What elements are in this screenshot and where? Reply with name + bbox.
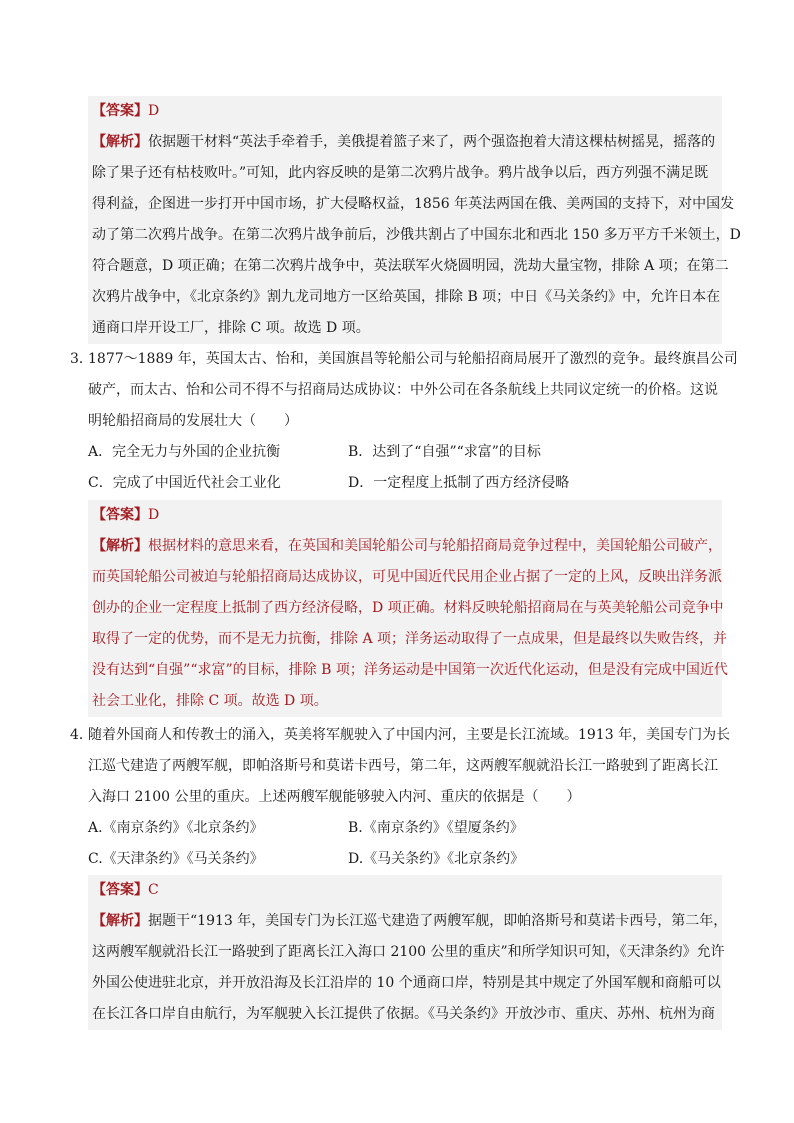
option-a: A.《南京条约》《北京条约》 bbox=[88, 820, 264, 836]
option-a: A．完全无力与外国的企业抗衡 bbox=[88, 444, 281, 460]
q4-answer-block bbox=[88, 875, 728, 1030]
q2-analysis-line bbox=[92, 127, 718, 158]
stem-text: 1877～1889 年，英国太古、怡和，美国旗昌等轮船公司与轮船招商局展开了激烈的竞争。最终旗昌公司 bbox=[88, 351, 738, 367]
analysis-text: 除了果子还有枯枝败叶。”可知，此内容反映的是第二次鸦片战争。鸦片战争以后，西方列强不满足既 bbox=[92, 165, 709, 181]
question-number: 4． bbox=[70, 727, 93, 743]
option-d: D.《马关条约》《北京条约》 bbox=[348, 851, 525, 867]
analysis-text: 外国公使进驻北京，并开放沿海及长江沿岸的 10 个通商口岸，特别是其中规定了外国军舰和商船可以 bbox=[92, 975, 721, 991]
stem-text: 入海口 2100 公里的重庆。上述两艘军舰能够驶入内河、重庆的依据是（ ） bbox=[88, 789, 581, 805]
answer-value: D bbox=[148, 507, 160, 523]
option-c: C.《天津条约》《马关条约》 bbox=[88, 851, 264, 867]
analysis-text: 符合题意，D 项正确；在第二次鸦片战争中，英法联军火烧圆明园，洗劫大量宝物，排除 A 项；在第二 bbox=[92, 258, 729, 274]
answer-tag: 【答案】 bbox=[92, 882, 148, 898]
q4-options bbox=[88, 813, 728, 875]
analysis-text: 据题干“1913 年，美国专门为长江巡弋建造了两艘军舰，即帕洛斯号和莫诺卡西号，第二年， bbox=[148, 913, 728, 929]
analysis-text: 次鸦片战争中，《北京条约》割九龙司地方一区给英国，排除 B 项；中日《马关条约》中，允许日本在 bbox=[92, 289, 721, 305]
analysis-text: 创办的企业一定程度上抵制了西方经济侵略，D 项正确。材料反映轮船招商局在与英美轮船公司竞争中 bbox=[92, 600, 724, 616]
answer-value: C bbox=[148, 882, 159, 898]
analysis-text: 通商口岸开设工厂，排除 C 项。故选 D 项。 bbox=[92, 320, 370, 336]
analysis-text: 动了第二次鸦片战争。在第二次鸦片战争前后，沙俄共割占了中国东北和西北 150 多万平方千米领土，D bbox=[92, 227, 741, 243]
q3-stem bbox=[70, 344, 738, 437]
analysis-text: 在长江各口岸自由航行，为军舰驶入长江提供了依据。《马关条约》开放沙市、重庆、苏州、杭州为商 bbox=[92, 1006, 715, 1022]
analysis-text: 而英国轮船公司被迫与轮船招商局达成协议，可见中国近代民用企业占据了一定的上风，反映出洋务派 bbox=[92, 569, 722, 585]
answer-tag: 【答案】 bbox=[92, 103, 148, 119]
analysis-text: 得利益，企图进一步打开中国市场，扩大侵略权益，1856 年英法两国在俄、美两国的支持下，对中国发 bbox=[92, 196, 735, 212]
answer-tag: 【答案】 bbox=[92, 507, 148, 523]
analysis-text: 根据材料的意思来看，在英国和美国轮船公司与轮船招商局竞争过程中，美国轮船公司破产， bbox=[148, 538, 722, 554]
answer-value: D bbox=[148, 103, 160, 119]
q3-options bbox=[88, 437, 728, 499]
stem-text: 随着外国商人和传教士的涌入，英美将军舰驶入了中国内河，主要是长江流域。1913 年，美国专门为长 bbox=[88, 727, 731, 743]
option-c: C．完成了中国近代社会工业化 bbox=[88, 475, 281, 491]
option-b: B.《南京条约》《望厦条约》 bbox=[348, 820, 524, 836]
option-b: B．达到了“自强”“求富”的目标 bbox=[348, 444, 541, 460]
q2-answer-block bbox=[88, 96, 741, 344]
analysis-text: 没有达到“自强”“求富”的目标，排除 B 项；洋务运动是中国第一次近代化运动，但是没有完成中国近代 bbox=[92, 662, 728, 678]
question-number: 3． bbox=[70, 351, 93, 367]
analysis-text: 社会工业化，排除 C 项。故选 D 项。 bbox=[92, 693, 328, 709]
q4-stem bbox=[70, 720, 730, 813]
q2-answer-line bbox=[92, 96, 718, 127]
analysis-tag: 【解析】 bbox=[92, 913, 148, 929]
analysis-tag: 【解析】 bbox=[92, 538, 148, 554]
option-d: D．一定程度上抵制了西方经济侵略 bbox=[348, 475, 570, 491]
stem-text: 明轮船招商局的发展壮大（ ） bbox=[88, 413, 298, 429]
q3-answer-block bbox=[88, 500, 728, 717]
analysis-text: 这两艘军舰就沿长江一路驶到了距离长江入海口 2100 公里的重庆”和所学知识可知，《天津条约》允许 bbox=[92, 944, 725, 960]
stem-text: 破产，而太古、怡和公司不得不与招商局达成协议：中外公司在各条航线上共同议定统一的价格。这说 bbox=[88, 382, 718, 398]
analysis-text: 依据题干材料“英法手牵着手，美俄提着篮子来了，两个强盗抱着大清这棵枯树摇晃，摇落的 bbox=[148, 134, 716, 150]
analysis-tag: 【解析】 bbox=[92, 134, 148, 150]
analysis-text: 取得了一定的优势，而不是无力抗衡，排除 A 项；洋务运动取得了一点成果，但是最终以失败告终，并 bbox=[92, 631, 728, 647]
stem-text: 江巡弋建造了两艘军舰，即帕洛斯号和莫诺卡西号，第二年，这两艘军舰就沿长江一路驶到了距离长江 bbox=[88, 758, 718, 774]
